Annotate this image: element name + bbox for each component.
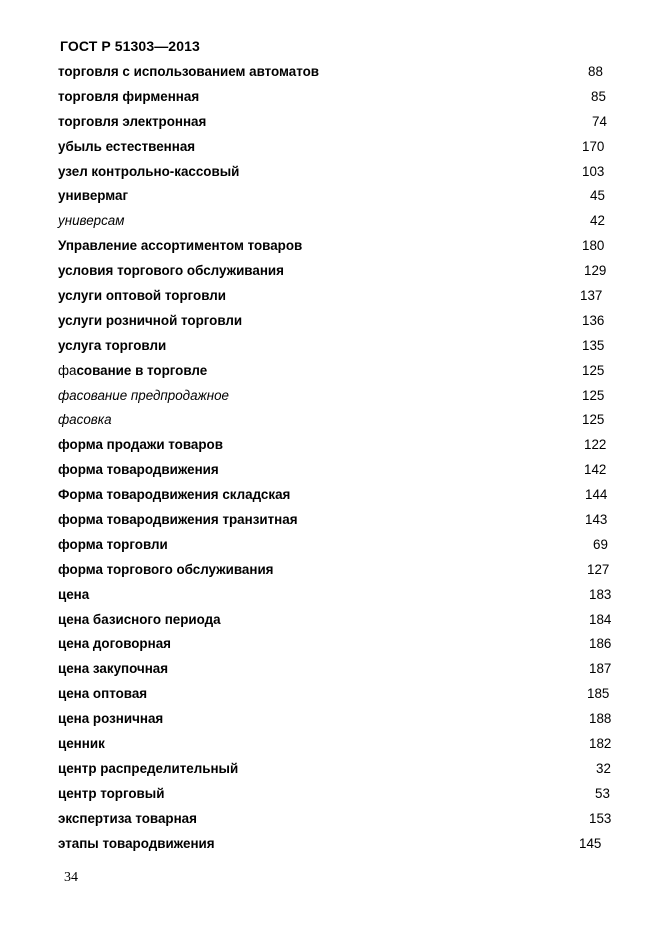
index-entry	[58, 734, 618, 759]
alphabetical-index	[58, 62, 618, 859]
index-entry	[58, 560, 618, 585]
index-term: убыль естественная	[58, 138, 196, 154]
index-page-number: 186	[589, 636, 612, 652]
page-number: 34	[64, 870, 78, 885]
index-page-number: 125	[582, 412, 605, 428]
index-term: услуги розничной торговли	[58, 312, 243, 328]
index-page-number: 142	[584, 462, 607, 478]
index-term: этапы товародвижения	[58, 835, 215, 851]
index-entry	[58, 784, 618, 809]
index-page-number: 184	[589, 611, 612, 627]
index-page-number: 185	[587, 686, 610, 702]
index-page-number: 135	[582, 337, 605, 353]
index-term: цена договорная	[58, 636, 171, 652]
index-page-number: 145	[579, 835, 602, 851]
index-entry	[58, 759, 618, 784]
index-page-number: 187	[589, 661, 612, 677]
index-entry	[58, 286, 618, 311]
index-page-number: 85	[591, 88, 606, 104]
index-entry	[58, 634, 618, 659]
index-page-number: 42	[590, 213, 605, 229]
index-term: экспертиза товарная	[58, 810, 197, 826]
index-entry	[58, 659, 618, 684]
index-page-number: 53	[595, 785, 610, 801]
index-term: цена розничная	[58, 711, 164, 727]
index-entry	[58, 137, 618, 162]
index-entry	[58, 211, 618, 236]
index-term: цена закупочная	[58, 661, 169, 677]
index-page-number: 180	[582, 238, 605, 254]
index-term: цена базисного периода	[58, 611, 221, 627]
index-term: цена оптовая	[58, 686, 148, 702]
index-page-number: 69	[593, 536, 608, 552]
index-page-number: 136	[582, 312, 605, 328]
index-term: форма торговли	[58, 536, 168, 552]
index-entry	[58, 236, 618, 261]
index-page-number: 127	[587, 561, 610, 577]
index-page-number: 170	[582, 138, 605, 154]
index-entry	[58, 162, 618, 187]
index-page-number: 103	[582, 163, 605, 179]
index-term: узел контрольно-кассовый	[58, 163, 240, 179]
index-page-number: 143	[585, 512, 608, 528]
index-term: форма товародвижения	[58, 462, 219, 478]
index-entry	[58, 112, 618, 137]
index-page-number: 125	[582, 387, 605, 403]
index-term: форма продажи товаров	[58, 437, 223, 453]
index-entry	[58, 261, 618, 286]
index-page-number: 129	[584, 263, 607, 279]
index-entry	[58, 435, 618, 460]
index-entry	[58, 535, 618, 560]
index-term: форма торгового обслуживания	[58, 561, 274, 577]
index-entry	[58, 62, 618, 87]
index-entry	[58, 336, 618, 361]
index-term	[58, 361, 207, 381]
index-term: универсам	[58, 213, 125, 229]
index-page-number: 182	[589, 736, 612, 752]
index-entry	[58, 585, 618, 610]
index-entry	[58, 386, 618, 411]
index-entry	[58, 834, 618, 859]
index-term-rest: сование в торговле	[76, 362, 208, 378]
index-page-number: 188	[589, 711, 612, 727]
index-entry	[58, 186, 618, 211]
index-entry	[58, 809, 618, 834]
index-term: центр торговый	[58, 785, 165, 801]
index-page-number: 183	[589, 586, 612, 602]
index-term: Форма товародвижения складская	[58, 487, 291, 503]
index-page-number: 32	[596, 760, 611, 776]
index-term-prefix: фа	[58, 362, 77, 378]
index-term: условия торгового обслуживания	[58, 263, 284, 279]
index-page-number: 74	[592, 113, 607, 129]
index-term: форма товародвижения транзитная	[58, 512, 298, 528]
index-entry	[58, 510, 618, 535]
index-page-number: 122	[584, 437, 607, 453]
index-term: торговля фирменная	[58, 88, 200, 104]
index-term: ценник	[58, 736, 105, 752]
index-term: услуга торговли	[58, 337, 167, 353]
index-entry	[58, 311, 618, 336]
index-term: цена	[58, 586, 90, 602]
index-term: центр распределительный	[58, 760, 239, 776]
index-term: торговля электронная	[58, 113, 207, 129]
index-term: фасовка	[58, 412, 112, 428]
index-term: услуги оптовой торговли	[58, 288, 226, 304]
index-entry	[58, 460, 618, 485]
index-page-number: 144	[585, 487, 608, 503]
index-entry	[58, 610, 618, 635]
index-term: универмаг	[58, 188, 129, 204]
index-page-number: 125	[582, 362, 605, 378]
index-entry	[58, 485, 618, 510]
index-entry	[58, 684, 618, 709]
index-term: фасование предпродажное	[58, 387, 230, 403]
document-header: ГОСТ Р 51303—2013	[60, 38, 200, 54]
index-term: Управление ассортиментом товаров	[58, 238, 303, 254]
index-term: торговля с использованием автоматов	[58, 64, 320, 79]
index-page-number: 153	[589, 810, 612, 826]
index-page-number: 88	[588, 64, 603, 79]
index-page-number: 45	[590, 188, 605, 204]
index-entry	[58, 361, 618, 386]
index-entry	[58, 709, 618, 734]
index-entry	[58, 87, 618, 112]
index-page-number: 137	[580, 288, 603, 304]
index-entry	[58, 410, 618, 435]
